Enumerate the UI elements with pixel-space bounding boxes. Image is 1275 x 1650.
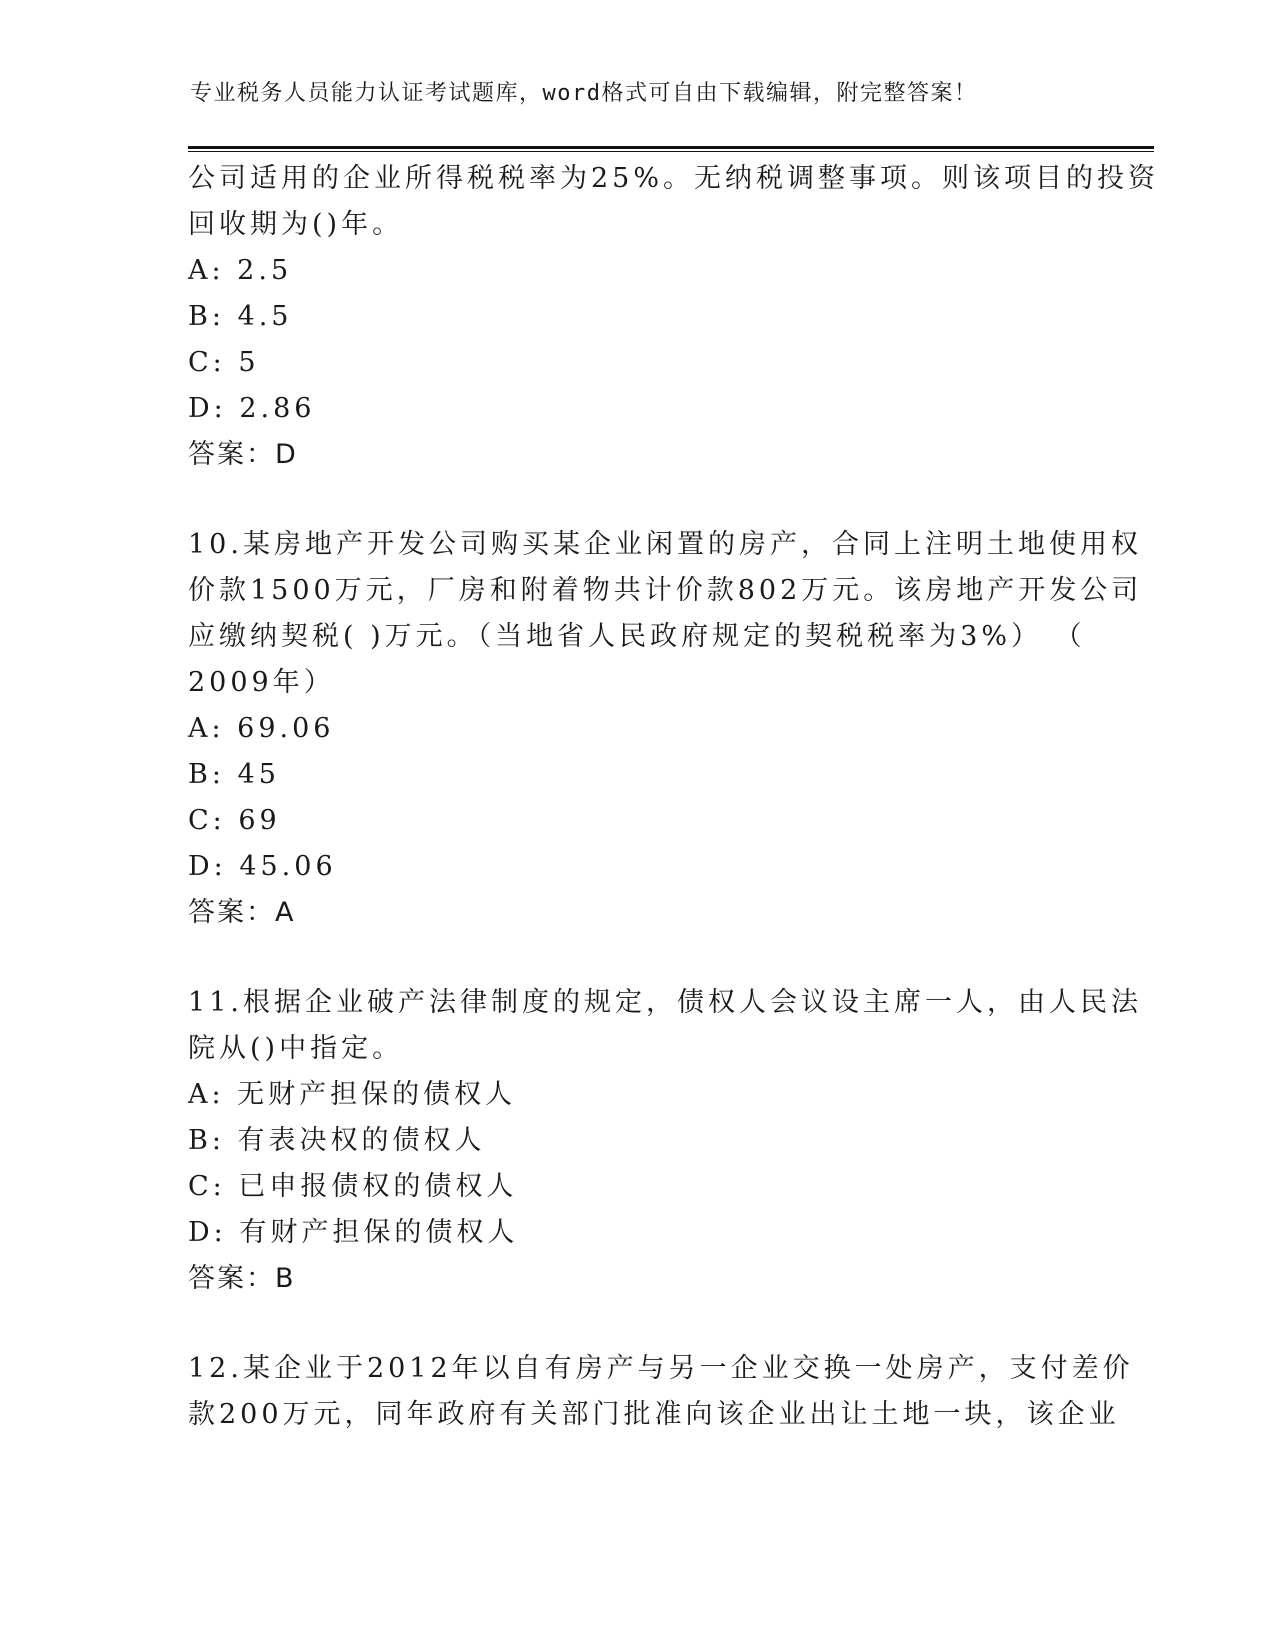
question-stem-line: 12.某企业于2012年以自有房产与另一企业交换一处房产，支付差价 bbox=[188, 1353, 1134, 1384]
option-a: A: 69.06 bbox=[188, 713, 335, 744]
question-content bbox=[188, 156, 1160, 1438]
option-a: A: 2.5 bbox=[188, 255, 293, 286]
question-stem-line: 2009年） bbox=[188, 667, 335, 698]
answer-line: 答案：D bbox=[188, 439, 298, 470]
option-c: C: 已申报债权的债权人 bbox=[188, 1171, 518, 1202]
question-stem-line: 价款1500万元，厂房和附着物共计价款802万元。该房地产开发公司 bbox=[188, 575, 1143, 606]
header-rule-thick bbox=[188, 146, 1154, 149]
question-12-block bbox=[188, 1346, 1134, 1438]
question-stem-line: 款200万元，同年政府有关部门批准向该企业出让土地一块，该企业 bbox=[188, 1399, 1120, 1430]
question-stem-line: 公司适用的企业所得税税率为25%。无纳税调整事项。则该项目的投资 bbox=[188, 163, 1160, 194]
option-a: A: 无财产担保的债权人 bbox=[188, 1079, 517, 1110]
option-b: B: 有表决权的债权人 bbox=[188, 1125, 486, 1156]
answer-line: 答案：B bbox=[188, 1263, 296, 1294]
question-stem-line: 应缴纳契税( )万元。（当地省人民政府规定的契税税率为3%） （ bbox=[188, 621, 1086, 652]
question-9-block bbox=[188, 156, 1160, 478]
header-rule-thin bbox=[188, 151, 1154, 152]
spacer bbox=[188, 478, 1088, 522]
option-d: D: 有财产担保的债权人 bbox=[188, 1217, 519, 1248]
page-header: 专业税务人员能力认证考试题库，word格式可自由下载编辑，附完整答案！ bbox=[190, 81, 978, 106]
question-stem-line: 11.根据企业破产法律制度的规定，债权人会议设主席一人，由人民法 bbox=[188, 987, 1142, 1018]
question-stem-line: 10.某房地产开发公司购买某企业闲置的房产，合同上注明土地使用权 bbox=[188, 529, 1142, 560]
option-b: B: 4.5 bbox=[188, 301, 293, 332]
question-11-block bbox=[188, 980, 1142, 1302]
spacer bbox=[188, 1302, 1088, 1346]
option-c: C: 5 bbox=[188, 347, 260, 378]
option-d: D: 45.06 bbox=[188, 851, 337, 882]
answer-line: 答案：A bbox=[188, 897, 296, 928]
option-d: D: 2.86 bbox=[188, 393, 316, 424]
question-stem-line: 院从()中指定。 bbox=[188, 1033, 404, 1064]
option-b: B: 45 bbox=[188, 759, 280, 790]
question-stem-line: 回收期为()年。 bbox=[188, 209, 404, 240]
spacer bbox=[188, 936, 1088, 980]
option-c: C: 69 bbox=[188, 805, 281, 836]
question-10-block bbox=[188, 522, 1143, 936]
